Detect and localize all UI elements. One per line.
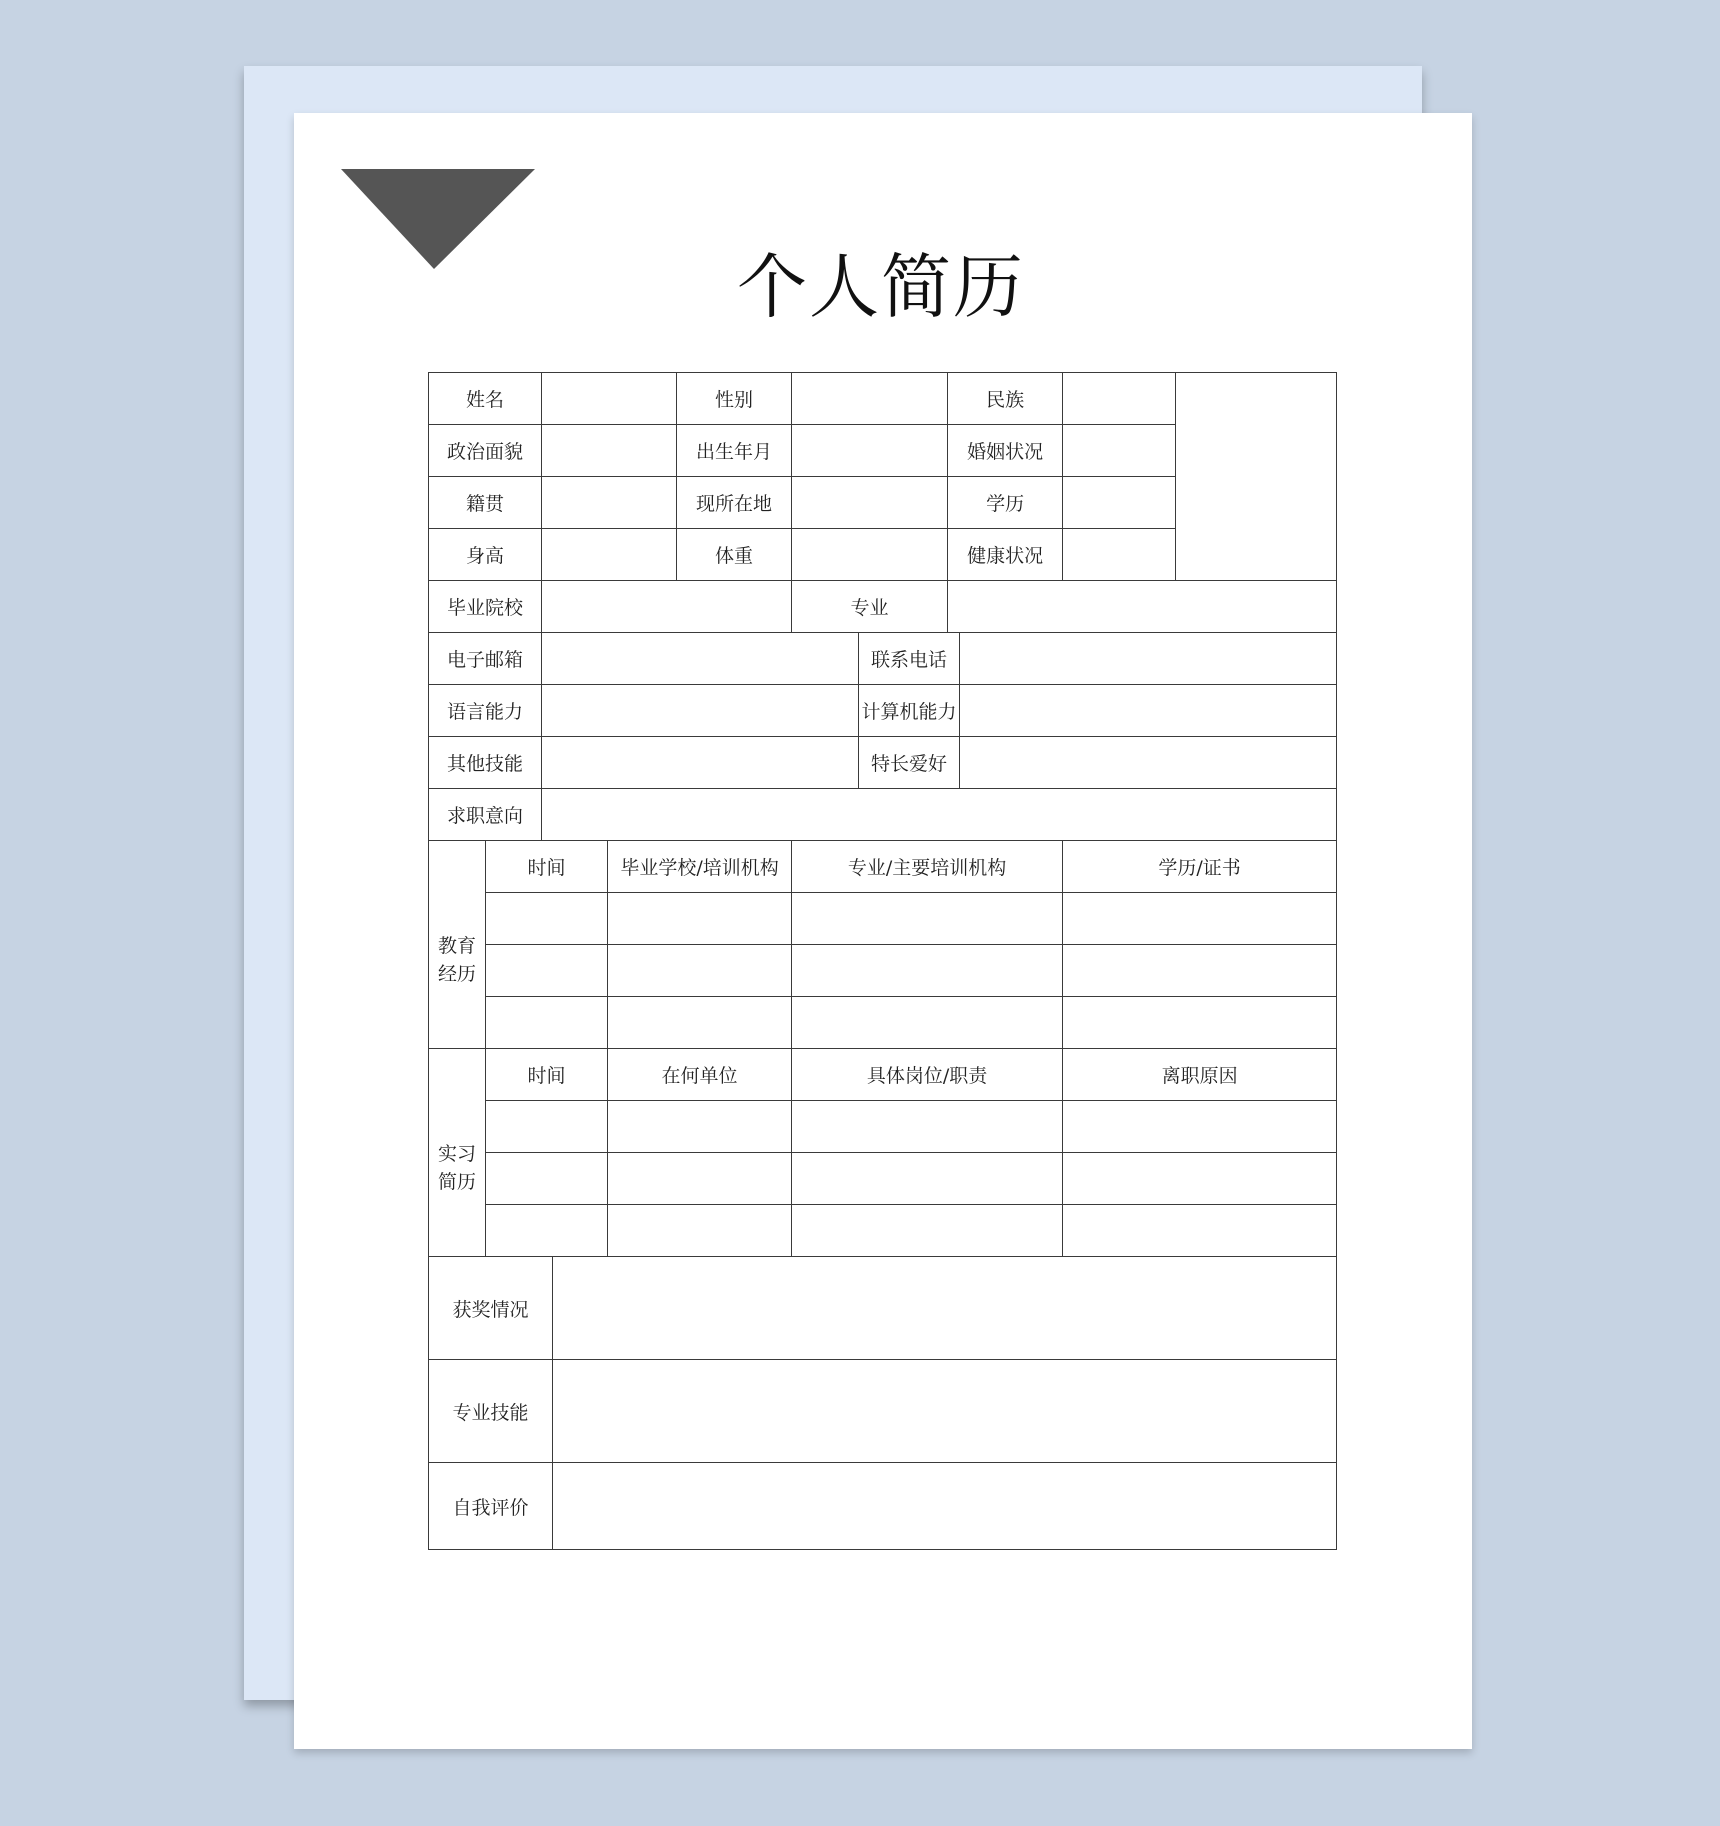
education-cell[interactable] xyxy=(1063,997,1337,1049)
internship-cell[interactable] xyxy=(792,1205,1063,1257)
label-current-location: 现所在地 xyxy=(677,477,792,529)
label-graduate-school: 毕业院校 xyxy=(429,581,542,633)
value-major[interactable] xyxy=(948,581,1337,633)
label-height: 身高 xyxy=(429,529,542,581)
value-education-level[interactable] xyxy=(1063,477,1176,529)
internship-label-line1: 实习 xyxy=(437,1142,476,1165)
label-email: 电子邮箱 xyxy=(429,633,542,685)
education-cell[interactable] xyxy=(1063,893,1337,945)
page-title: 个人简历 xyxy=(737,246,1025,328)
label-other-skills: 其他技能 xyxy=(429,737,542,789)
value-height[interactable] xyxy=(542,529,677,581)
value-birth-date[interactable] xyxy=(792,425,948,477)
internship-header-position: 具体岗位/职责 xyxy=(792,1049,1063,1101)
table-row xyxy=(429,1101,1337,1153)
value-graduate-school[interactable] xyxy=(542,581,792,633)
education-cell[interactable] xyxy=(608,945,792,997)
value-health[interactable] xyxy=(1063,529,1176,581)
internship-cell[interactable] xyxy=(608,1205,792,1257)
value-weight[interactable] xyxy=(792,529,948,581)
internship-header-company: 在何单位 xyxy=(608,1049,792,1101)
table-row xyxy=(429,1205,1337,1257)
table-row xyxy=(429,737,1337,789)
table-row xyxy=(429,581,1337,633)
education-section-label xyxy=(429,841,486,1049)
internship-cell[interactable] xyxy=(608,1153,792,1205)
table-row xyxy=(429,789,1337,841)
label-name: 姓名 xyxy=(429,373,542,425)
table-row xyxy=(429,1463,1337,1550)
value-job-intention[interactable] xyxy=(542,789,1337,841)
label-phone: 联系电话 xyxy=(859,633,960,685)
education-header-major: 专业/主要培训机构 xyxy=(792,841,1063,893)
internship-cell[interactable] xyxy=(1063,1153,1337,1205)
label-professional-skills: 专业技能 xyxy=(429,1360,553,1463)
label-weight: 体重 xyxy=(677,529,792,581)
value-phone[interactable] xyxy=(960,633,1337,685)
value-marital-status[interactable] xyxy=(1063,425,1176,477)
education-label-line2: 经历 xyxy=(437,962,476,985)
label-self-evaluation: 自我评价 xyxy=(429,1463,553,1550)
education-header-certificate: 学历/证书 xyxy=(1063,841,1337,893)
label-native-place: 籍贯 xyxy=(429,477,542,529)
education-cell[interactable] xyxy=(486,997,608,1049)
education-label-line1: 教育 xyxy=(437,934,476,957)
education-cell[interactable] xyxy=(608,893,792,945)
internship-cell[interactable] xyxy=(1063,1101,1337,1153)
value-gender[interactable] xyxy=(792,373,948,425)
internship-cell[interactable] xyxy=(1063,1205,1337,1257)
table-row xyxy=(429,841,1337,893)
label-awards: 获奖情况 xyxy=(429,1257,553,1360)
table-row xyxy=(429,945,1337,997)
table-row xyxy=(429,373,1337,425)
education-cell[interactable] xyxy=(792,893,1063,945)
value-computer[interactable] xyxy=(960,685,1337,737)
table-row xyxy=(429,1153,1337,1205)
value-political-status[interactable] xyxy=(542,425,677,477)
internship-header-reason: 离职原因 xyxy=(1063,1049,1337,1101)
internship-cell[interactable] xyxy=(792,1101,1063,1153)
label-language: 语言能力 xyxy=(429,685,542,737)
education-cell[interactable] xyxy=(608,997,792,1049)
value-native-place[interactable] xyxy=(542,477,677,529)
table-row xyxy=(429,1049,1337,1101)
label-gender: 性别 xyxy=(677,373,792,425)
education-header-school: 毕业学校/培训机构 xyxy=(608,841,792,893)
internship-cell[interactable] xyxy=(486,1205,608,1257)
internship-section-label xyxy=(429,1049,486,1257)
label-marital-status: 婚姻状况 xyxy=(948,425,1063,477)
label-major: 专业 xyxy=(792,581,948,633)
table-row xyxy=(429,893,1337,945)
value-language[interactable] xyxy=(542,685,859,737)
internship-cell[interactable] xyxy=(486,1153,608,1205)
education-cell[interactable] xyxy=(486,893,608,945)
label-education-level: 学历 xyxy=(948,477,1063,529)
photo-cell[interactable] xyxy=(1176,373,1337,581)
value-professional-skills[interactable] xyxy=(553,1360,1337,1463)
table-row xyxy=(429,997,1337,1049)
internship-cell[interactable] xyxy=(608,1101,792,1153)
table-row xyxy=(429,685,1337,737)
internship-cell[interactable] xyxy=(486,1101,608,1153)
label-birth-date: 出生年月 xyxy=(677,425,792,477)
education-header-time: 时间 xyxy=(486,841,608,893)
value-name[interactable] xyxy=(542,373,677,425)
internship-header-time: 时间 xyxy=(486,1049,608,1101)
label-job-intention: 求职意向 xyxy=(429,789,542,841)
value-awards[interactable] xyxy=(553,1257,1337,1360)
value-hobbies[interactable] xyxy=(960,737,1337,789)
internship-label-line2: 简历 xyxy=(437,1170,476,1193)
education-cell[interactable] xyxy=(792,997,1063,1049)
label-health: 健康状况 xyxy=(948,529,1063,581)
table-row xyxy=(429,633,1337,685)
label-ethnicity: 民族 xyxy=(948,373,1063,425)
education-cell[interactable] xyxy=(1063,945,1337,997)
value-self-evaluation[interactable] xyxy=(553,1463,1337,1550)
label-computer: 计算机能力 xyxy=(859,685,960,737)
value-ethnicity[interactable] xyxy=(1063,373,1176,425)
internship-cell[interactable] xyxy=(792,1153,1063,1205)
education-cell[interactable] xyxy=(486,945,608,997)
value-other-skills[interactable] xyxy=(542,737,859,789)
label-political-status: 政治面貌 xyxy=(429,425,542,477)
value-current-location[interactable] xyxy=(792,477,948,529)
table-row xyxy=(429,1257,1337,1360)
table-row xyxy=(429,1360,1337,1463)
value-email[interactable] xyxy=(542,633,859,685)
education-cell[interactable] xyxy=(792,945,1063,997)
label-hobbies: 特长爱好 xyxy=(859,737,960,789)
resume-table xyxy=(428,372,1337,1550)
